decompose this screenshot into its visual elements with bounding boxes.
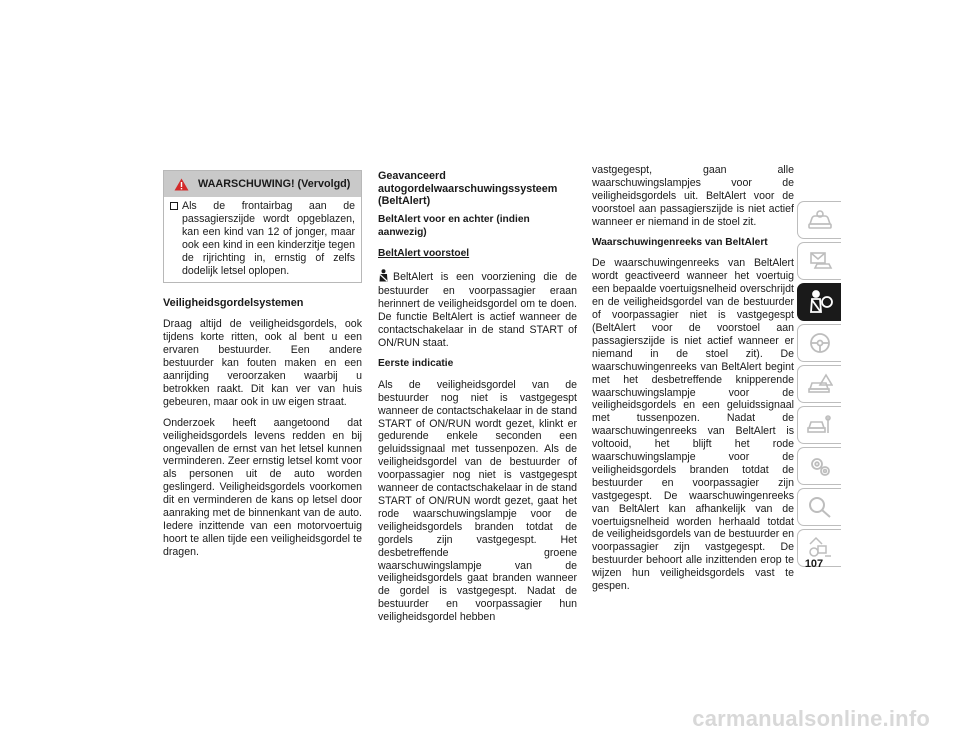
paragraph-text: BeltAlert is een voorziening die de bestuurder en voorpassagier eraan herinnert de veiligheidsgordel om te doen. De functie BeltAlert is actief wanneer de contactschakelaar in de stand START of ON/RUN staat. <box>378 270 577 350</box>
subheading: Eerste indicatie <box>378 357 454 369</box>
paragraph: Als de veiligheidsgordel van de bestuurder nog niet is vastgegespt wanneer de contactschakelaar in de stand START of ON/RUN wordt gezet, klinkt er gedurende enkele seconden een geluidssignaal met tussenpozen. Als de veiligheidsgordel van de bestuurder of voorpassagier nog niet is vastgegespt wanneer de contactschakelaar in de stand START of ON/RUN wordt gezet, gaat het rode waarschuwingslampje voor de veiligheidsgordels branden totdat de gordels zijn vastgegespt. Het desbetreffende groene waarschuwingslampje van de veiligheidsgordels gaat branden wanneer de gordel is vastgegespt. Nadat de bestuurder en voorpassagier hun veiligheidsgordel hebben <box>378 378 577 624</box>
main-heading: Geavanceerd autogordelwaarschuwingssysteem (BeltAlert) <box>378 170 558 208</box>
chapter-tabs <box>797 201 841 570</box>
page-number: 107 <box>804 558 824 570</box>
magnifier-icon[interactable] <box>797 488 841 526</box>
left-column <box>163 170 362 567</box>
section-title: Veiligheidsgordelsystemen <box>163 297 304 310</box>
warning-title: WAARSCHUWING! (Vervolgd) <box>198 177 351 190</box>
seatbelt-warning-icon <box>378 269 389 286</box>
car-mail-icon[interactable] <box>797 242 841 280</box>
warning-triangle-icon <box>164 178 198 191</box>
warning-header <box>164 171 361 197</box>
seatbelt-airbag-icon[interactable] <box>797 283 841 321</box>
watermark: carmanualsonline.info <box>692 706 930 731</box>
warning-body <box>164 197 361 282</box>
middle-column <box>378 170 577 632</box>
underlined-subheading: BeltAlert voorstoel <box>378 247 470 259</box>
warning-box <box>163 170 362 283</box>
right-column <box>592 164 794 601</box>
paragraph <box>378 269 577 350</box>
gears-icon[interactable] <box>797 447 841 485</box>
paragraph: Draag altijd de veiligheidsgordels, ook tijdens korte ritten, ook al bent u een ervaren bestuurder. Een andere bestuurder kan fouten maken en een aanrijding veroorzaken waarbij u betrokken raakt. Dit kan ver van huis gebeuren, maar ook in uw eigen straat. <box>163 318 362 408</box>
checkbox-bullet-icon <box>170 200 182 277</box>
subheading: BeltAlert voor en achter (indien aanwezig) <box>378 213 530 238</box>
paragraph: De waarschuwingenreeks van BeltAlert wordt geactiveerd wanneer het voertuig een bepaalde voertuigsnelheid overschrijdt en de veiligheidsgordel van de bestuurder of voorpassagier niet is vastgegespt (BeltAlert voor de voorstoel aan passagierszijde is niet actief wanneer er niemand in de stoel zit). De waarschuwingenreeks van BeltAlert begint met het desbetreffende knipperende waarschuwingslampje voor de veiligheidsgordels en een geluidssignaal met tussenpozen. Nadat de waarschuwingenreeks van BeltAlert is voltooid, het blijft het rode waarschuwingslampje voor de veiligheidsgordels branden totdat de bestuurder en voorpassagier zijn vastgegespt. De waarschuwingenreeks van BeltAlert kan afhankelijk van de voertuigsnelheid worden herhaald totdat de veiligheidsgordels van de bestuurder en voorpassagier zijn vastgegespt. De bestuurder behoort alle inzittenden erop te wijzen hun veiligheidsgordels vast te gespen. <box>592 257 795 593</box>
steering-wheel-icon[interactable] <box>797 324 841 362</box>
car-wrench-icon[interactable] <box>797 406 841 444</box>
car-dashboard-icon[interactable] <box>797 201 841 239</box>
warning-text: Als de frontairbag aan de passagierszijde wordt opgeblazen, kan een kind van 12 of jonger, maar ook een kind in een kinderzitje tegen de rijrichting in, ernstig of zelfs dodelijk letsel oplopen. <box>182 200 355 277</box>
car-warning-icon[interactable] <box>797 365 841 403</box>
subheading: Waarschuwingenreeks van BeltAlert <box>592 236 768 248</box>
paragraph: Onderzoek heeft aangetoond dat veiligheidsgordels levens redden en bij ongevallen de ernst van het letsel kunnen verminderen. Zeer ernstig letsel komt voor als personen uit de auto worden geslingerd. Veiligheidsgordels voorkomen dit en verminderen de kans op letsel door aanraking met de binnenkant van de auto. Iedere inzittende van een motorvoertuig hoort te allen tijde een veiligheidsgordel te dragen. <box>163 416 362 558</box>
paragraph: vastgegespt, gaan alle waarschuwingslampjes voor de veiligheidsgordels uit. BeltAlert voor de voorstoel aan passagierszijde is niet actief wanneer er niemand in de stoel zit. <box>592 164 794 228</box>
